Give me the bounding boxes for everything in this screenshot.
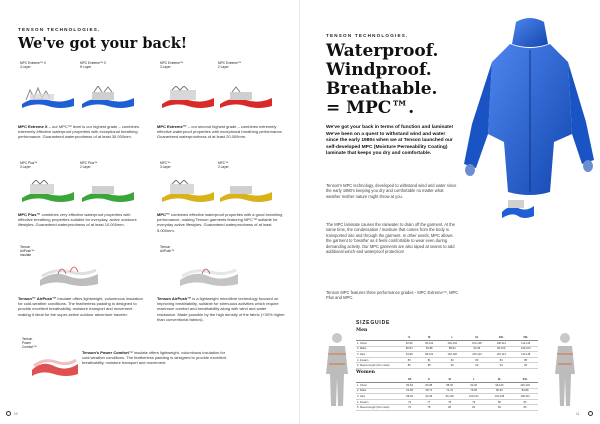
tenson-logo-icon: [588, 411, 593, 416]
fabric-layer-illustration: [20, 180, 76, 204]
table-header-row: S M L XL XXL 3XL: [356, 335, 538, 341]
fabric-layer-illustration: [218, 86, 274, 110]
right-page: [300, 0, 600, 424]
product-mpc-extreme-x-l: [80, 62, 106, 70]
product-mpc-plus-2: [80, 162, 97, 170]
table-row: 2. Waist 80-84 84-88 88-92 92-96 96-100 100-104: [356, 346, 538, 352]
sizeguide-title: SIZEGUIDE: [356, 320, 391, 326]
table-row: 3. Hips 88-92 92-96 96-100 100-104 104-108 108-112: [356, 394, 538, 400]
desc-airpush: Tenson AirPush™ is a lightweight microfibre technology focused on improving breathability, suitable for strenuous activities which require maximum comfort and breathability along with wind and water resistance. Made possible by the high density of the fabric (+30% higher than conventional fabrics).: [157, 296, 285, 322]
product-mpc-extreme-3: [160, 62, 183, 70]
table-row: 1. Chest 92-96 96-100 100-104 104-108 108-112 112-116: [356, 341, 538, 347]
body-paragraph-3: Tenson MPC features three performance grades - MPC Extreme™, MPC Plus and MPC.: [326, 290, 459, 301]
women-size-heading: Women: [356, 370, 375, 375]
table-row: 2. Waist 64-68 68-72 72-76 76-80 80-84 84-88: [356, 388, 538, 394]
desc-power-comfort: Tenson's Power Comfort™ insulate offers lightweight, voluminous insulation for cold-weather conditions. The featherless padding is designed to provide excellent breathability, moisture transport and movement.: [82, 350, 227, 366]
product-label: Tenson AirPush™: [160, 245, 175, 253]
desc-mpc-plus: MPC Plus™ combines very effective waterproof properties with effective breathing properties suitable for everyday, active outdoors lifestyles. Guaranteed waterproofness of at least 10.000mm.: [18, 212, 137, 228]
product-mpc-3: [160, 162, 171, 170]
right-headline: Waterproof. Windproof. Breathable. = MPC™.: [326, 41, 439, 118]
desc-mpc: MPC™ combines effective waterproof properties with a good breathing performance, making Tenson garments featuring MPC™ suitable for everyday active lifestyles. Guaranteed waterproofness of at least 5.000mm.: [157, 212, 283, 233]
table-row: 4. Inseam 76 77 78 79 80 81: [356, 399, 538, 405]
fabric-layer-illustration: [80, 86, 136, 110]
right-brand-kicker: TENSON TECHNOLOGIES.: [326, 33, 409, 38]
product-mpc-extreme-2: [218, 62, 241, 70]
product-label: MPC™ 2 Layer: [218, 161, 229, 169]
desc-mpc-extreme: MPC Extreme™ – our second highest grade – combines extremely effective waterproof properties with exceptional breathing performance. Guaranteed waterproofness of at least 20.000mm.: [157, 124, 283, 140]
product-label: Tenson AirPush™ Insulate: [20, 245, 35, 257]
fabric-layer-illustration: [160, 86, 216, 110]
fabric-layer-illustration: [218, 180, 274, 204]
fabric-layer-illustration: [178, 262, 240, 288]
table-row: 4. Inseam 80 81 82 83 84 85: [356, 357, 538, 363]
product-mpc-plus-3: [20, 162, 37, 170]
blue-jacket-illustration: [450, 14, 600, 224]
product-label: MPC Extreme™ X H Layer: [80, 61, 107, 69]
body-paragraph-2: The MPC laminate causes the rainwater to drain off the garment. At the same time, the condensation / moisture that comes from the body is transported into and through the garment. In other words, MPC allows the garment to 'breathe' as it feels comfortable to wear even during demanding activity. Our MPC garments are also taped at seams to add additional winch-and waterproof protection!: [326, 222, 455, 255]
product-airpush-insulate: [20, 246, 34, 257]
left-headline: We've got your back!: [18, 35, 188, 52]
product-label: MPC Extreme™ X 3 Layer: [20, 61, 47, 69]
tenson-logo-icon: [6, 411, 11, 416]
product-mpc-extreme-x-3: [20, 62, 46, 70]
table-row: 5. Sleeve length (from neck) 86 88 90 92 94 96: [356, 363, 538, 369]
desc-airpush-insulate: Tenson™ AirPush™ Insulate offers lightweight, voluminous insulation for cold-weather conditions. The featherless padding is designed to provide excellent breathability, moisture transport and movement making it ideal for the super-active outdoor adventure traveler.: [18, 296, 143, 317]
product-mpc-2: [218, 162, 229, 170]
table-row: 1. Chest 80-84 84-88 88-92 92-96 96-100 100-104: [356, 383, 538, 389]
product-airpush: [160, 246, 174, 254]
table-row: 3. Hips 94-98 98-102 102-106 106-110 110-114 114-118: [356, 352, 538, 358]
desc-mpc-extreme-x: MPC Extreme X – our MPC™ level is our highest grade – combines extremely effective waterproof properties with exceptional breathing performance. Guaranteed waterproofness of at least 30.000mm.: [18, 124, 139, 140]
fabric-layer-illustration: [160, 180, 216, 204]
fabric-layer-illustration: [80, 180, 136, 204]
product-label: MPC Plus™ 3 Layer: [20, 161, 38, 169]
table-header-row: XS S M L XL XXL: [356, 377, 538, 383]
page-number: 10: [14, 412, 18, 416]
body-paragraph-1: Tenson's MPC technology, developed to withstand wind and water since the early 1980's keeping you dry and comfortable no matter what weather mother nature might throw at you.: [326, 183, 457, 199]
fabric-detail-illustration: [500, 196, 536, 222]
women-size-table: [356, 377, 538, 411]
table-row: 5. Sleeve length (from neck) 76 78 80 82 84 86: [356, 405, 538, 411]
intro-paragraph: We've got your back in terms of function and laminate! We've been on a quest to withstand wind and water since the early 1980s when we at Tenson launched our self-developed MPC (Moisture Permeability Coating) laminate that keeps you dry and comfortable.: [326, 125, 454, 156]
left-brand-kicker: TENSON TECHNOLOGIES.: [18, 27, 101, 32]
product-label: MPC Plus™ 2 Layer: [80, 161, 98, 169]
fabric-layer-illustration: [38, 262, 100, 288]
product-label: MPC Extreme™ 3 Layer: [160, 61, 184, 69]
men-size-figure: [322, 330, 352, 410]
women-size-figure: [550, 330, 580, 410]
fabric-layer-illustration: [30, 352, 80, 378]
product-label: MPC™ 3 Layer: [160, 161, 171, 169]
product-label: Tenson Power Comfort™: [22, 337, 37, 349]
fabric-layer-illustration: [20, 86, 76, 110]
product-label: MPC Extreme™ 2 Layer: [218, 61, 242, 69]
men-size-heading: Men: [356, 328, 368, 333]
page-number: 11: [576, 412, 580, 416]
product-power-comfort: [22, 338, 37, 349]
men-size-table: [356, 335, 538, 369]
